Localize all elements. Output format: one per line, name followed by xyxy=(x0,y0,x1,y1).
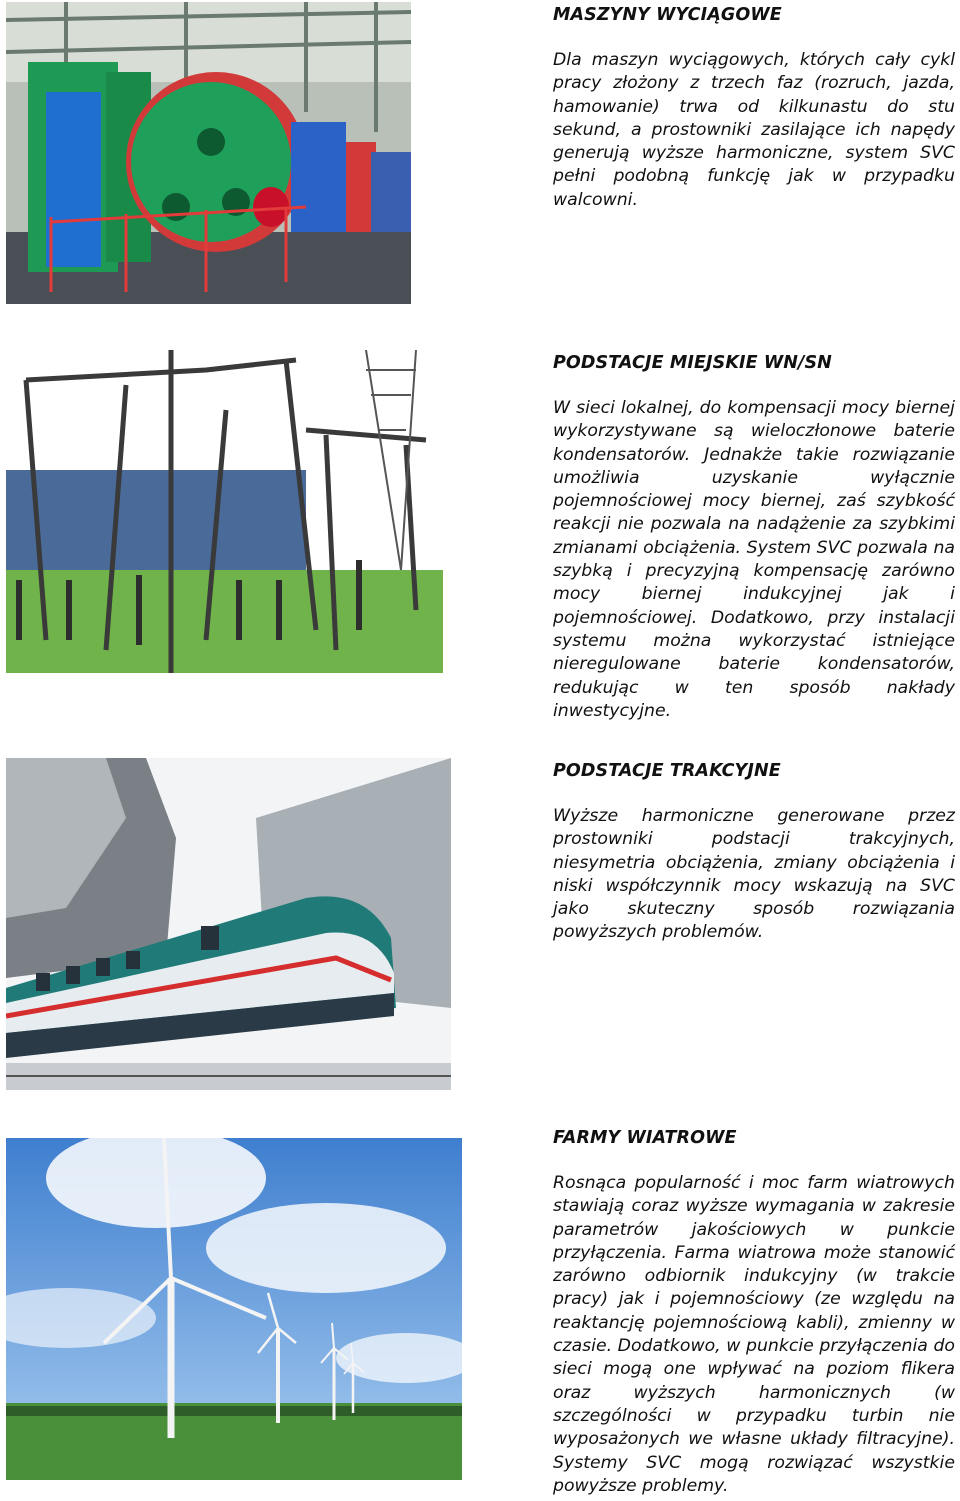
section-traction-substations xyxy=(553,759,955,945)
section-title: PODSTACJE MIEJSKIE WN/SN xyxy=(553,353,832,373)
section-title: FARMY WIATROWE xyxy=(553,1128,737,1148)
section-text: Wyższe harmoniczne generowane przez prostowniki podstacji trakcyjnych, niesymetria obciążenia, zmiany obciążenia i niski współczynnik mocy wskazują na SVC jako skuteczny sposób rozwiązania powyższych problemów. xyxy=(553,806,955,943)
section-title: MASZYNY WYCIĄGOWE xyxy=(553,5,782,25)
section-text: Dla maszyn wyciągowych, których cały cykl pracy złożony z trzech faz (rozruch, jazda, hamowanie) trwa od kilkunastu do stu sekund, a prostowniki zasilające ich napędy generują wyższe harmoniczne, system SVC pełni podobną funkcję jak w przypadku walcowni. xyxy=(553,50,955,210)
substation-photo xyxy=(6,350,443,673)
section-wind-farms xyxy=(553,1126,955,1498)
wind-farm-photo xyxy=(6,1138,462,1480)
section-text: W sieci lokalnej, do kompensacji mocy biernej wykorzystywane są wieloczłonowe baterie kondensatorów. Jednakże takie rozwiązanie umożliwia uzyskanie wyłącznie pojemnościowej mocy biernej, zaś szybkość reakcji nie pozwala na nadążenie za szybkimi zmianami obciążenia. System SVC pozwala na szybką i precyzyjną kompensację zarówno mocy biernej indukcyjnej jak i pojemnościowej. Dodatkowo, przy instalacji systemu można wykorzystać istniejące nieregulowane baterie kondensatorów, redukując w ten sposób nakłady inwestycyjne. xyxy=(553,398,955,721)
section-hoisting-machines xyxy=(553,3,955,212)
section-title: PODSTACJE TRAKCYJNE xyxy=(553,761,781,781)
hoisting-machine-photo xyxy=(6,2,411,304)
section-urban-substations xyxy=(553,351,955,723)
section-text: Rosnąca popularność i moc farm wiatrowych stawiają coraz wyższe wymagania w zakresie parametrów jakościowych w punkcie przyłączenia. Farma wiatrowa może stanowić zarówno odbiornik indukcyjny (w trakcie pracy) jak i pojemnościowy (ze względu na reaktancję pojemnościową kabli), zmienny w czasie. Dodatkowo, w punkcie przyłączenia do sieci mogą one wpływać na poziom flikera oraz wyższych harmonicznych (w szczególności w przypadku turbin nie wyposażonych we własne układy filtracyjne). Systemy SVC mogą rozwiązać wszystkie powyższe problemy. xyxy=(553,1173,955,1496)
train-photo xyxy=(6,758,451,1090)
